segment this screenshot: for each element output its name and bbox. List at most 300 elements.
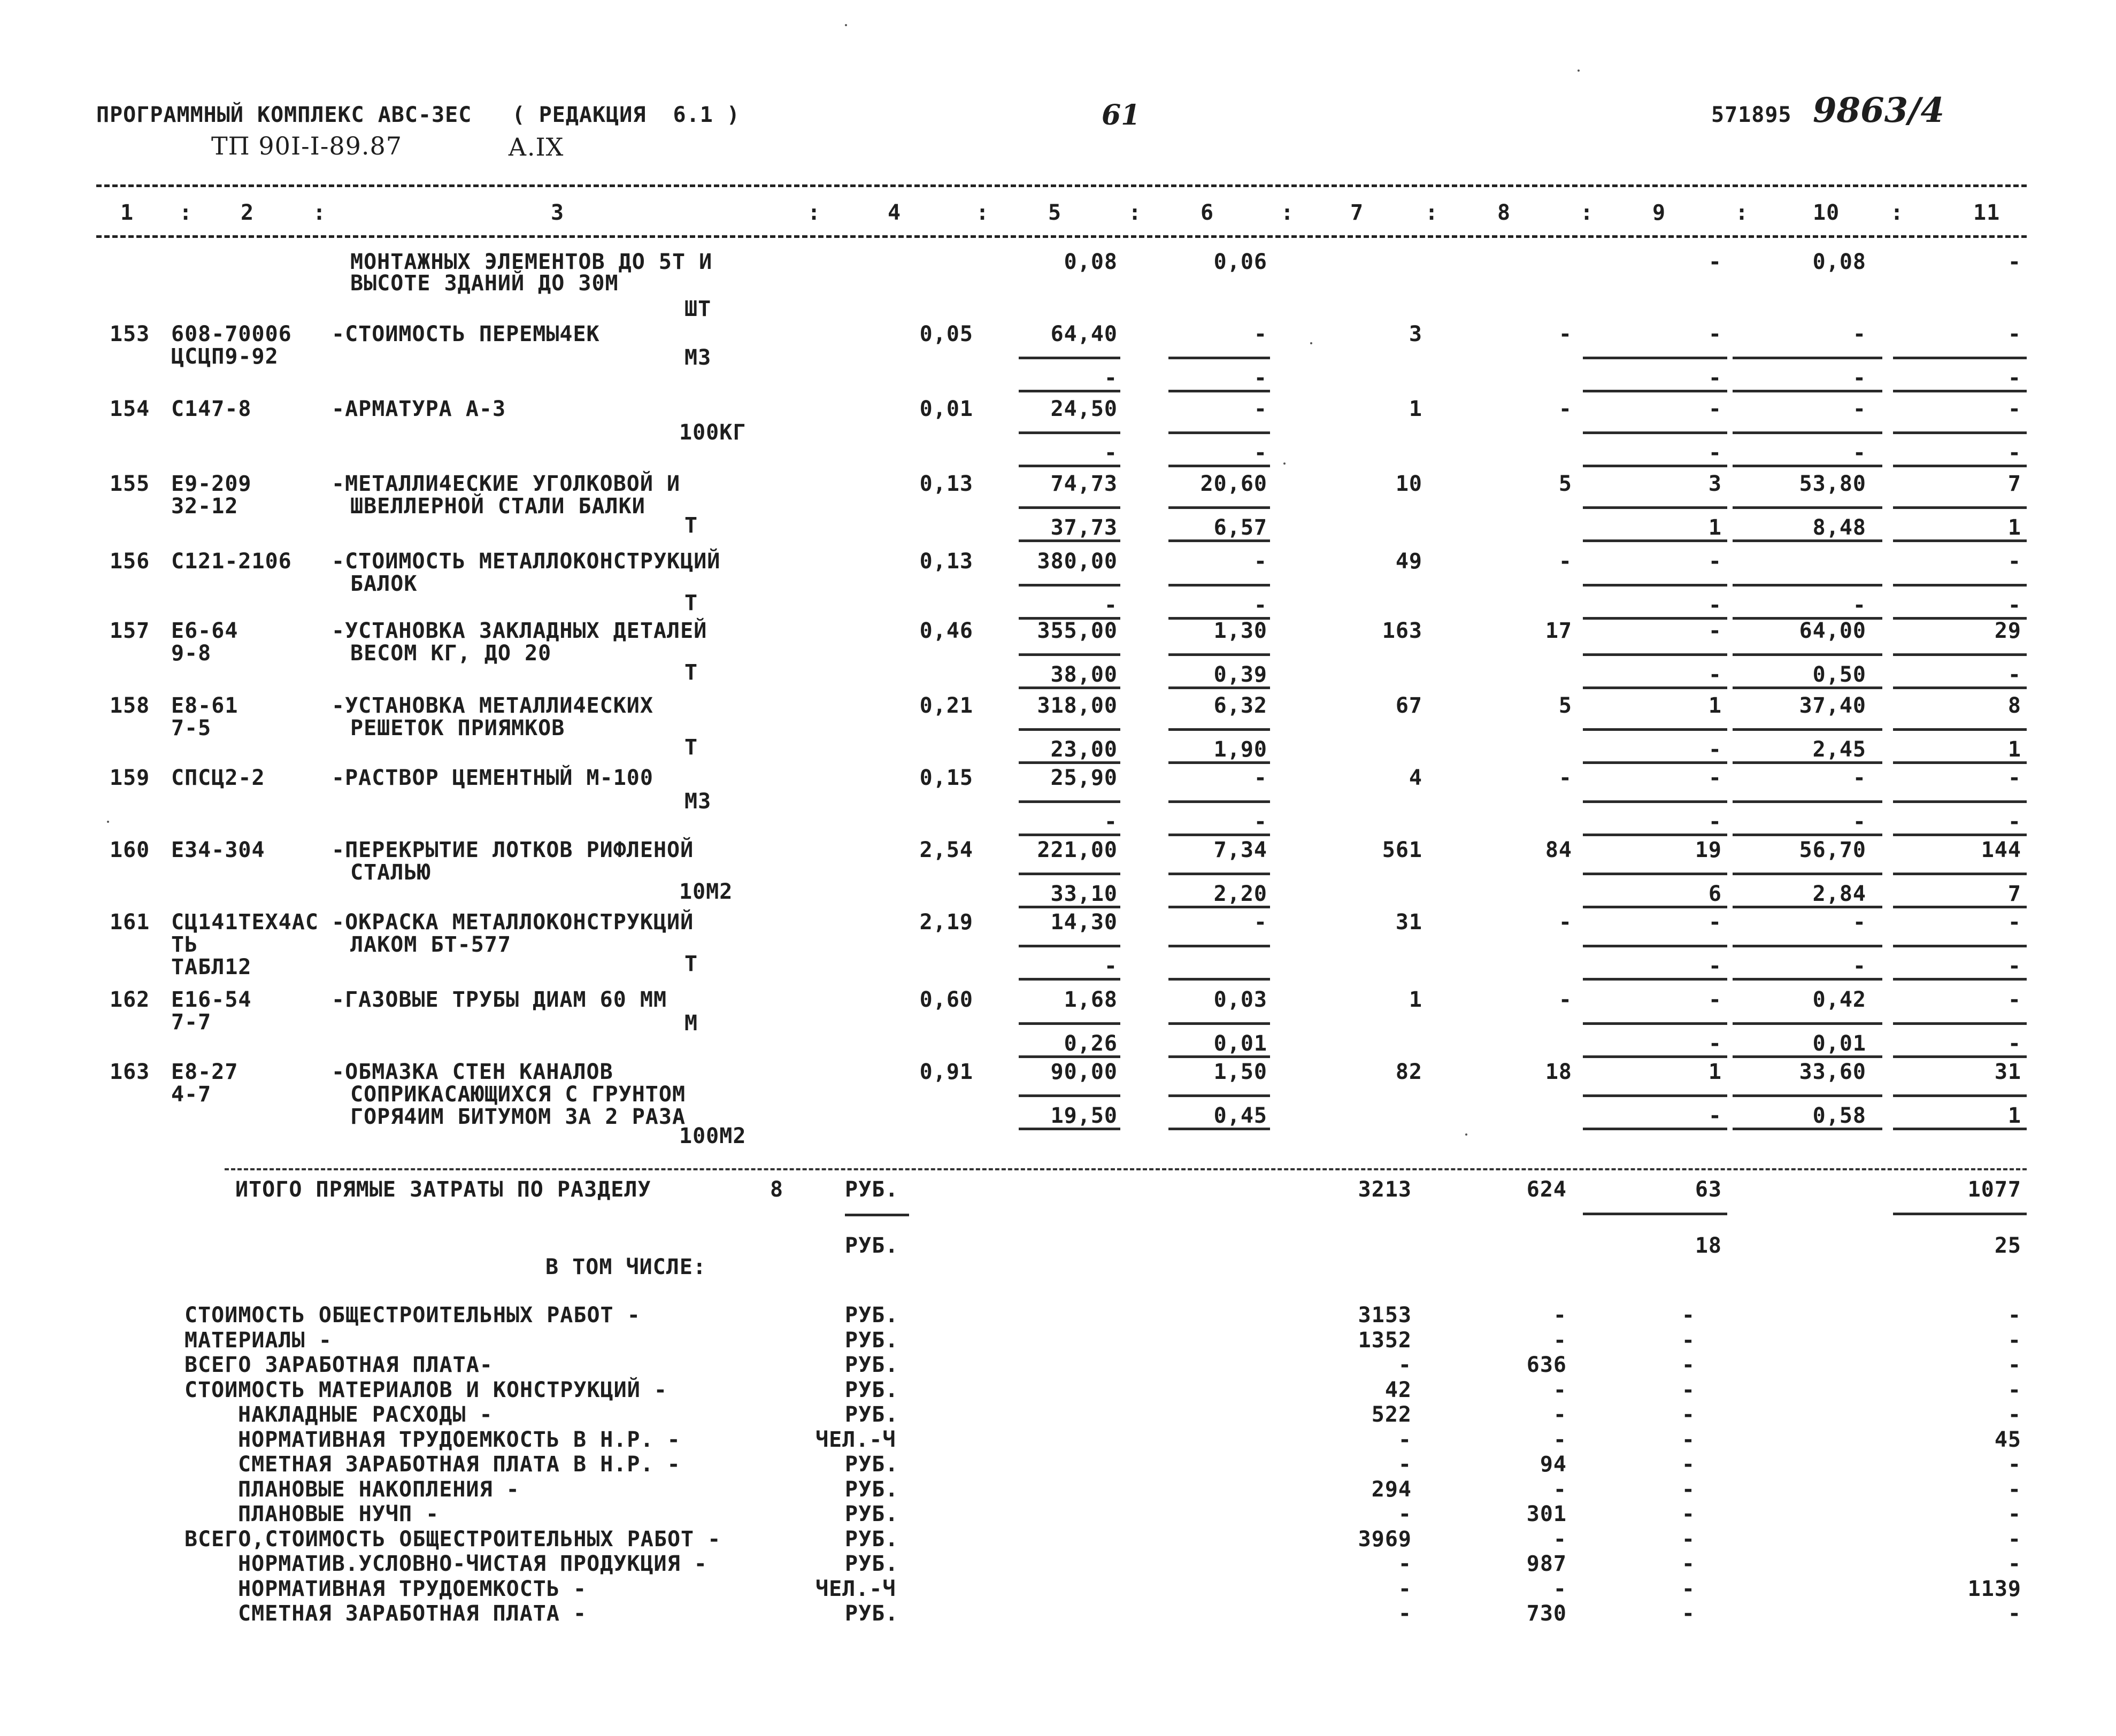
subtotal-rule-s6 [1168, 978, 1270, 981]
column-header-10: 10 [1813, 200, 1840, 225]
summary-col7: - [1398, 1552, 1412, 1576]
subtotal-rule-s10 [1733, 357, 1882, 359]
subtotal-col5: 38,00 [1050, 662, 1118, 687]
cell-col7: 561 [1382, 838, 1422, 862]
item-unit: Т [684, 513, 698, 538]
subtotal-col6: - [1253, 441, 1267, 465]
subtotal-rule-s5 [1019, 761, 1120, 764]
summary-col8: - [1553, 1477, 1567, 1502]
column-separator: : [1580, 200, 1594, 225]
total-col11: 1077 [1967, 1177, 2021, 1202]
subtotal-col10: 8,48 [1812, 515, 1866, 540]
summary-col11: - [2007, 1502, 2021, 1526]
summary-col7: 294 [1371, 1477, 1412, 1502]
item-description: -СТОИМОСТЬ ПЕРЕМЫ4ЕК [332, 322, 600, 346]
item-description: РЕШЕТОК ПРИЯМКОВ [350, 716, 565, 740]
summary-unit: РУБ. [845, 1477, 899, 1502]
subtotal-col11: 1 [2007, 737, 2021, 762]
subtotal-col11: - [2007, 809, 2021, 834]
cell-col8: - [1558, 766, 1572, 790]
subtotal-rule-s10 [1733, 873, 1882, 875]
subtotal-col9: - [1708, 441, 1722, 465]
subtotal-rule-s10 [1733, 686, 1882, 689]
cell-col4: 0,13 [919, 549, 973, 574]
subtotal-rule-s11 [1893, 506, 2027, 509]
summary-col11: - [2007, 1477, 2021, 1502]
subtotal-rule-s10 [1733, 653, 1882, 656]
row-number: 158 [110, 693, 150, 718]
cell-col4: 2,19 [919, 910, 973, 935]
cell-col9: - [1708, 250, 1722, 274]
cell-col4: 2,54 [919, 838, 973, 862]
cell-col4: 0,60 [919, 987, 973, 1012]
item-description: МОНТАЖНЫХ ЭЛЕМЕНТОВ ДО 5Т И [350, 250, 713, 274]
cell-col11: - [2007, 766, 2021, 790]
subtotal-rule-s11 [1893, 873, 2027, 875]
summary-col11: - [2007, 1452, 2021, 1477]
cell-col11: 31 [1994, 1060, 2021, 1084]
summary-unit: РУБ. [845, 1303, 899, 1328]
summary-label: МАТЕРИАЛЫ - [184, 1328, 332, 1353]
subtotal-rule-s9 [1583, 617, 1727, 620]
cell-col7: 163 [1382, 619, 1422, 643]
subtotal-rule-s10 [1733, 945, 1882, 947]
subtotal-rule-s6 [1168, 873, 1270, 875]
total-top-rule [225, 1168, 2027, 1170]
norm-code: 4-7 [171, 1082, 212, 1107]
column-separator: : [976, 200, 990, 225]
subtotal-col9: - [1708, 662, 1722, 687]
cell-col9: 3 [1708, 472, 1722, 496]
subtotal-rule-s6 [1168, 686, 1270, 689]
subtotal-rule-s6 [1168, 431, 1270, 434]
norm-code: СПСЦ2-2 [171, 766, 265, 790]
cell-col7: 1 [1409, 397, 1422, 421]
cell-col6: 7,34 [1213, 838, 1267, 862]
cell-col7: 67 [1395, 693, 1422, 718]
cell-col6: 1,30 [1213, 619, 1267, 643]
cell-col10: 53,80 [1799, 472, 1866, 496]
subtotal-rule-s10 [1733, 506, 1882, 509]
subtotal-col5: - [1104, 366, 1118, 390]
summary-label: НОРМАТИВ.УСЛОВНО-ЧИСТАЯ ПРОДУКЦИЯ - [238, 1552, 707, 1576]
cell-col4: 0,13 [919, 472, 973, 496]
cell-col6: 20,60 [1200, 472, 1267, 496]
summary-col11: - [2007, 1353, 2021, 1377]
cell-col6: 0,06 [1213, 250, 1267, 274]
subtotal-col6: - [1253, 593, 1267, 618]
summary-label: ВСЕГО,СТОИМОСТЬ ОБЩЕСТРОИТЕЛЬНЫХ РАБОТ - [184, 1527, 721, 1552]
summary-col8: - [1553, 1527, 1567, 1552]
norm-code: 608-70006 [171, 322, 292, 346]
subtotal-rule-s5 [1019, 1128, 1120, 1130]
item-unit: М [684, 1011, 698, 1036]
norm-code: 9-8 [171, 641, 212, 666]
item-description: -УСТАНОВКА МЕТАЛЛИ4ЕСКИХ [332, 693, 653, 718]
column-header-6: 6 [1201, 200, 1214, 225]
summary-col9: - [1681, 1452, 1695, 1477]
item-description: -ОБМАЗКА СТЕН КАНАЛОВ [332, 1060, 613, 1084]
cell-col10: 0,08 [1812, 250, 1866, 274]
subtotal-rule-s11 [1893, 357, 2027, 359]
subtotal-col6: - [1253, 809, 1267, 834]
subtotal-col5: 19,50 [1050, 1104, 1118, 1128]
subtotal-rule-s10 [1733, 906, 1882, 908]
subtotal-rule-s6 [1168, 728, 1270, 731]
subtotal-rule-s10 [1733, 539, 1882, 542]
item-unit: М3 [684, 345, 712, 370]
norm-code: Е8-61 [171, 693, 238, 718]
item-unit: 10М2 [679, 879, 733, 904]
subtotal-rule-s11 [1893, 653, 2027, 656]
subtotal-col5: 23,00 [1050, 737, 1118, 762]
subtotal-col9: - [1708, 366, 1722, 390]
item-unit: Т [684, 591, 698, 615]
row-number: 163 [110, 1060, 150, 1084]
summary-col8: - [1553, 1303, 1567, 1328]
subtotal-rule-s10 [1733, 1094, 1882, 1097]
cell-col8: - [1558, 549, 1572, 574]
cell-col9: 1 [1708, 693, 1722, 718]
item-description: -ОКРАСКА МЕТАЛЛОКОНСТРУКЦИЙ [332, 910, 694, 935]
subtotal-rule-s11 [1893, 906, 2027, 908]
summary-col9: - [1681, 1502, 1695, 1526]
cell-col11: - [2007, 987, 2021, 1012]
subtotal-col11: - [2007, 662, 2021, 687]
item-description: -СТОИМОСТЬ МЕТАЛЛОКОНСТРУКЦИЙ [332, 549, 721, 574]
subtotal-rule-s11 [1893, 834, 2027, 836]
summary-col8: 301 [1526, 1502, 1567, 1526]
row-number: 159 [110, 766, 150, 790]
summary-col7: - [1398, 1577, 1412, 1601]
code-number: 571895 [1711, 103, 1792, 127]
subtotal-rule-s9 [1583, 834, 1727, 836]
cell-col11: 29 [1994, 619, 2021, 643]
column-separator: : [1890, 200, 1904, 225]
subtotal-col5: 0,26 [1064, 1031, 1118, 1056]
header-top-rule [96, 184, 2027, 187]
subtotal-col11: - [2007, 1031, 2021, 1056]
summary-col8: 987 [1526, 1552, 1567, 1576]
subtotal-rule-s6 [1168, 1055, 1270, 1058]
cell-col5: 64,40 [1050, 322, 1118, 346]
subtotal-col11: 7 [2007, 882, 2021, 906]
cell-col11: - [2007, 549, 2021, 574]
subtotal-col11: - [2007, 366, 2021, 390]
item-unit: 100М2 [679, 1124, 747, 1148]
summary-col9: - [1681, 1378, 1695, 1402]
summary-label: ВСЕГО ЗАРАБОТНАЯ ПЛАТА- [184, 1353, 493, 1377]
doc-code: ТП 90I-I-89.87 [211, 132, 403, 160]
subtotal-rule-s6 [1168, 465, 1270, 467]
cell-col4: 0,15 [919, 766, 973, 790]
subtotal-rule-s9 [1583, 1128, 1727, 1130]
subtotal-rule-s6 [1168, 945, 1270, 947]
subtotal-rule-s9 [1583, 686, 1727, 689]
item-description: ЛАКОМ БТ-577 [350, 932, 511, 957]
cell-col11: - [2007, 397, 2021, 421]
total-section: 8 [770, 1177, 784, 1202]
subtotal-col9: - [1708, 954, 1722, 978]
summary-unit: ЧЕЛ.-Ч [815, 1577, 896, 1601]
scan-speck [1310, 342, 1312, 344]
subtotal-rule-s10 [1733, 390, 1882, 392]
column-separator: : [1128, 200, 1142, 225]
total-col7: 3213 [1358, 1177, 1412, 1202]
cell-col10: 56,70 [1799, 838, 1866, 862]
including-label: В ТОМ ЧИСЛЕ: [545, 1255, 706, 1279]
cell-col8: 5 [1558, 693, 1572, 718]
summary-col8: 94 [1540, 1452, 1567, 1477]
subtotal-rule-s5 [1019, 584, 1120, 587]
item-description: ВЫСОТЕ ЗДАНИЙ ДО 30М [350, 271, 619, 296]
summary-col8: - [1553, 1378, 1567, 1402]
subtotal-rule-s5 [1019, 945, 1120, 947]
subtotal-rule-s5 [1019, 653, 1120, 656]
cell-col8: - [1558, 397, 1572, 421]
total-unit-underline [845, 1214, 909, 1216]
subtotal-rule-s11 [1893, 800, 2027, 803]
cell-col5: 25,90 [1050, 766, 1118, 790]
subtotal-col10: - [1852, 954, 1866, 978]
subtotal-col11: - [2007, 593, 2021, 618]
scan-speck [845, 24, 847, 26]
total-col11-underline [1893, 1213, 2027, 1215]
norm-code: Е8-27 [171, 1060, 238, 1084]
item-description: СОПРИКАСАЮЩИХСЯ С ГРУНТОМ [350, 1082, 686, 1107]
summary-col9: - [1681, 1428, 1695, 1452]
row-number: 162 [110, 987, 150, 1012]
cell-col5: 380,00 [1037, 549, 1118, 574]
subtotal-col9: - [1708, 809, 1722, 834]
subtotal-rule-s10 [1733, 1055, 1882, 1058]
subtotal-col9: - [1708, 737, 1722, 762]
subtotal-col5: - [1104, 809, 1118, 834]
summary-label: НОРМАТИВНАЯ ТРУДОЕМКОСТЬ - [238, 1577, 587, 1601]
subtotal-rule-s6 [1168, 906, 1270, 908]
subtotal-col9: 1 [1708, 515, 1722, 540]
subtotal-rule-s5 [1019, 906, 1120, 908]
cell-col11: 144 [1981, 838, 2021, 862]
subtotal-col10: 0,58 [1812, 1104, 1866, 1128]
column-separator: : [1425, 200, 1439, 225]
total-col9: 63 [1695, 1177, 1722, 1202]
subtotal-col6: 0,01 [1213, 1031, 1267, 1056]
cell-col10: - [1852, 766, 1866, 790]
item-unit: Т [684, 952, 698, 976]
subtotal-rule-s10 [1733, 800, 1882, 803]
subtotal-rule-s6 [1168, 390, 1270, 392]
cell-col7: 49 [1395, 549, 1422, 574]
subtotal-rule-s11 [1893, 539, 2027, 542]
summary-col9: - [1681, 1477, 1695, 1502]
subtotal-rule-s11 [1893, 1022, 2027, 1025]
cell-col9: - [1708, 987, 1722, 1012]
subtotal-rule-s10 [1733, 834, 1882, 836]
subtotal-rule-s11 [1893, 761, 2027, 764]
item-unit: ШТ [684, 297, 712, 321]
subtotal-rule-s10 [1733, 1022, 1882, 1025]
summary-col9: - [1681, 1577, 1695, 1601]
page-number: 61 [1102, 99, 1141, 132]
norm-code: С121-2106 [171, 549, 292, 574]
subtotal-rule-s6 [1168, 834, 1270, 836]
scan-speck [1578, 70, 1580, 72]
summary-unit: РУБ. [845, 1402, 899, 1427]
cell-col4: 0,05 [919, 322, 973, 346]
subtotal-rule-s6 [1168, 1128, 1270, 1130]
summary-label: СМЕТНАЯ ЗАРАБОТНАЯ ПЛАТА - [238, 1601, 587, 1626]
subtotal-col10: - [1852, 441, 1866, 465]
item-description: ШВЕЛЛЕРНОЙ СТАЛИ БАЛКИ [350, 494, 645, 519]
column-header-2: 2 [241, 200, 255, 225]
subtotal-col10: 2,45 [1812, 737, 1866, 762]
cell-col5: 74,73 [1050, 472, 1118, 496]
summary-label: СТОИМОСТЬ ОБЩЕСТРОИТЕЛЬНЫХ РАБОТ - [184, 1303, 641, 1328]
subtotal-col9: - [1708, 1031, 1722, 1056]
summary-col8: 636 [1526, 1353, 1567, 1377]
header-bottom-rule [96, 235, 2027, 238]
cell-col10: - [1852, 322, 1866, 346]
subtotal-rule-s10 [1733, 465, 1882, 467]
subtotal-rule-s11 [1893, 686, 2027, 689]
subtotal-rule-s9 [1583, 1022, 1727, 1025]
subtotal-rule-s9 [1583, 873, 1727, 875]
subtotal-rule-s5 [1019, 834, 1120, 836]
album-code: А.IX [508, 133, 564, 161]
summary-unit: РУБ. [845, 1552, 899, 1576]
summary-unit: РУБ. [845, 1452, 899, 1477]
norm-code: С147-8 [171, 397, 252, 421]
subtotal-col9: 6 [1708, 882, 1722, 906]
column-separator: : [1735, 200, 1749, 225]
subtotal-col6: 0,45 [1213, 1104, 1267, 1128]
cell-col6: 0,03 [1213, 987, 1267, 1012]
norm-code: 7-5 [171, 716, 212, 740]
item-description: ГОРЯ4ИМ БИТУМОМ ЗА 2 РАЗА [350, 1105, 686, 1129]
subtotal-rule-s6 [1168, 506, 1270, 509]
total-sub-unit: РУБ. [845, 1233, 899, 1258]
total-col8: 624 [1526, 1177, 1567, 1202]
subtotal-rule-s11 [1893, 728, 2027, 731]
cell-col7: 4 [1409, 766, 1422, 790]
cell-col11: - [2007, 322, 2021, 346]
column-header-5: 5 [1048, 200, 1062, 225]
subtotal-rule-s9 [1583, 506, 1727, 509]
cell-col10: 0,42 [1812, 987, 1866, 1012]
item-unit: Т [684, 735, 698, 760]
subtotal-col11: - [2007, 954, 2021, 978]
row-number: 154 [110, 397, 150, 421]
column-header-8: 8 [1497, 200, 1511, 225]
summary-col9: - [1681, 1303, 1695, 1328]
column-header-9: 9 [1652, 200, 1666, 225]
subtotal-rule-s10 [1733, 761, 1882, 764]
row-number: 160 [110, 838, 150, 862]
summary-col11: - [2007, 1303, 2021, 1328]
subtotal-rule-s6 [1168, 761, 1270, 764]
norm-code: СЦ141ТЕХ4АС [171, 910, 319, 935]
summary-col11: 45 [1994, 1428, 2021, 1452]
cell-col9: - [1708, 619, 1722, 643]
cell-col8: - [1558, 910, 1572, 935]
summary-label: СТОИМОСТЬ МАТЕРИАЛОВ И КОНСТРУКЦИЙ - [184, 1378, 667, 1402]
subtotal-rule-s5 [1019, 465, 1120, 467]
subtotal-rule-s6 [1168, 800, 1270, 803]
cell-col6: - [1253, 322, 1267, 346]
cell-col7: 10 [1395, 472, 1422, 496]
cell-col5: 318,00 [1037, 693, 1118, 718]
cell-col4: 0,21 [919, 693, 973, 718]
total-col9-underline [1583, 1213, 1727, 1215]
subtotal-rule-s10 [1733, 978, 1882, 981]
summary-col8: - [1553, 1402, 1567, 1427]
subtotal-rule-s10 [1733, 584, 1882, 587]
summary-col8: 730 [1526, 1601, 1567, 1626]
norm-code: Е34-304 [171, 838, 265, 862]
cell-col7: 1 [1409, 987, 1422, 1012]
cell-col5: 90,00 [1050, 1060, 1118, 1084]
subtotal-col5: 37,73 [1050, 515, 1118, 540]
subtotal-rule-s5 [1019, 1022, 1120, 1025]
cell-col8: 18 [1545, 1060, 1572, 1084]
subtotal-rule-s5 [1019, 686, 1120, 689]
subtotal-rule-s10 [1733, 728, 1882, 731]
subtotal-rule-s5 [1019, 431, 1120, 434]
cell-col8: - [1558, 987, 1572, 1012]
total-sub-col9: 18 [1695, 1233, 1722, 1258]
cell-col5: 355,00 [1037, 619, 1118, 643]
item-unit: Т [684, 660, 698, 685]
row-number: 161 [110, 910, 150, 935]
cell-col7: 3 [1409, 322, 1422, 346]
column-header-3: 3 [551, 200, 565, 225]
cell-col10: - [1852, 910, 1866, 935]
subtotal-rule-s5 [1019, 506, 1120, 509]
subtotal-rule-s9 [1583, 761, 1727, 764]
total-sub-col11: 25 [1994, 1233, 2021, 1258]
cell-col9: - [1708, 549, 1722, 574]
summary-col7: - [1398, 1502, 1412, 1526]
subtotal-rule-s9 [1583, 1055, 1727, 1058]
cell-col11: - [2007, 910, 2021, 935]
summary-unit: ЧЕЛ.-Ч [815, 1428, 896, 1452]
subtotal-rule-s11 [1893, 465, 2027, 467]
cell-col5: 24,50 [1050, 397, 1118, 421]
subtotal-rule-s5 [1019, 357, 1120, 359]
cell-col6: 1,50 [1213, 1060, 1267, 1084]
norm-code: ТАБЛ12 [171, 955, 252, 979]
summary-label: НАКЛАДНЫЕ РАСХОДЫ - [238, 1402, 493, 1427]
cell-col4: 0,01 [919, 397, 973, 421]
cell-col5: 0,08 [1064, 250, 1118, 274]
subtotal-rule-s9 [1583, 584, 1727, 587]
subtotal-col6: - [1253, 366, 1267, 390]
cell-col8: 17 [1545, 619, 1572, 643]
cell-col6: - [1253, 910, 1267, 935]
norm-code: ТЬ [171, 932, 198, 957]
summary-col11: 1139 [1967, 1577, 2021, 1601]
norm-code: Е6-64 [171, 619, 238, 643]
column-header-11: 11 [1973, 200, 2000, 225]
summary-unit: РУБ. [845, 1378, 899, 1402]
summary-col7: - [1398, 1428, 1412, 1452]
summary-col11: - [2007, 1402, 2021, 1427]
subtotal-col10: - [1852, 366, 1866, 390]
cell-col6: - [1253, 766, 1267, 790]
column-separator: : [1281, 200, 1295, 225]
summary-label: ПЛАНОВЫЕ НУЧП - [238, 1502, 440, 1526]
